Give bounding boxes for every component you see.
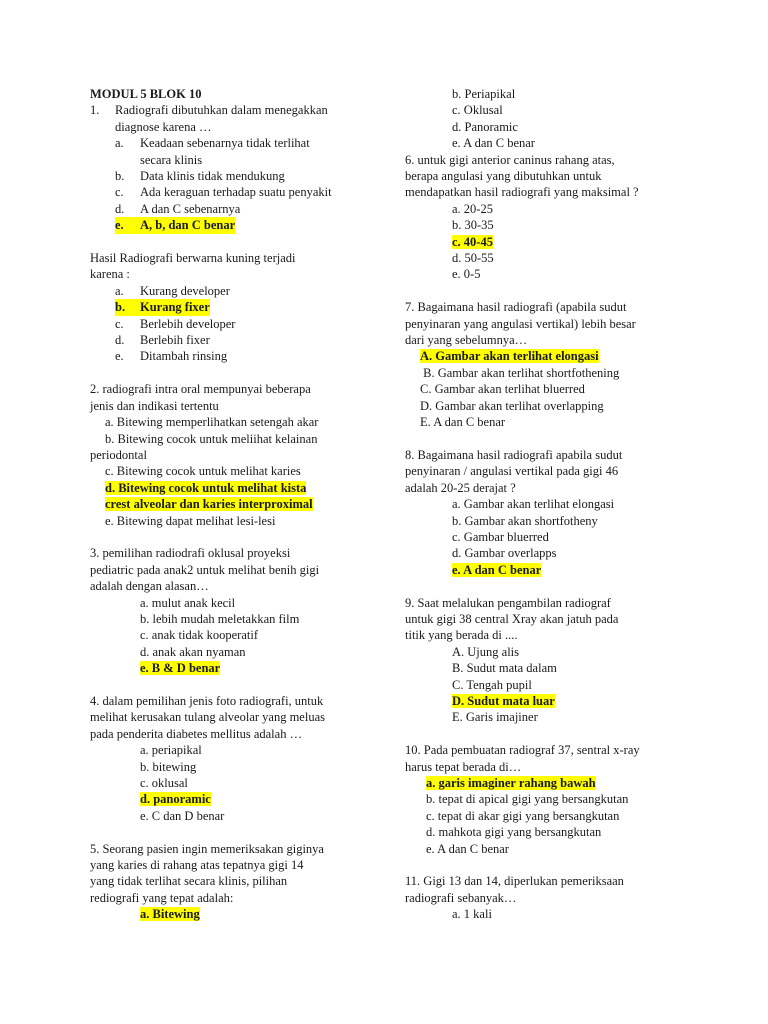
option-b: b. Gambar akan shortfotheny [452,513,598,528]
option-list [90,595,375,677]
option-e: e. 0-5 [452,267,481,282]
question-text: diagnose karena … [115,119,212,134]
question-text: mendapatkan hasil radiografi yang maksimal ? [405,185,639,200]
question-text: adalah dengan alasan… [90,579,209,594]
option-c: c. Oklusal [452,103,503,118]
option-text: Kurang fixer [140,300,210,315]
option-list [405,348,705,430]
option-list [405,496,705,578]
option-a: a. mulut anak kecil [140,595,236,610]
option-a: a. Bitewing memperlihatkan setengah akar [105,415,319,430]
option-d-correct [140,791,375,807]
option-list [405,201,705,283]
question-text: dari yang sebelumnya… [405,333,528,348]
option-b-cont: periodontal [90,447,147,462]
question-text: pediatric pada anak2 untuk melihat benih gigi [90,562,320,577]
option-d: d. Panoramic [452,119,518,134]
option-text: Ditambah rinsing [140,349,228,364]
option-b: b. 30-35 [452,218,494,233]
option-e-correct [115,217,375,233]
option-letter: c. [115,316,124,331]
question-1 [90,102,375,118]
option-c: c. tepat di akar gigi yang bersangkutan [426,808,620,823]
question-text: untuk gigi 38 central Xray akan jatuh pada [405,611,619,626]
option-d [115,201,375,217]
highlighted-answer: e. A dan C benar [452,562,542,577]
question-text: berapa angulasi yang dibutuhkan untuk [405,169,602,184]
highlighted-answer: d. panoramic [140,792,211,807]
highlighted-answer: crest alveolar dan karies interproximal [105,497,313,512]
question-text: 2. radiografi intra oral mempunyai beberapa [90,382,311,397]
option-d: d. 50-55 [452,251,494,266]
option-b-correct [115,299,375,315]
highlighted-answer: D. Sudut mata luar [452,693,555,708]
option-letter: c. [115,185,124,200]
question-text: Radiografi dibutuhkan dalam menegakkan [115,103,328,118]
question-text: titik yang berada di .... [405,628,518,643]
option-list [405,644,705,726]
option-a: a. periapikal [140,743,202,758]
highlighted-answer: A. Gambar akan terlihat elongasi [420,349,599,364]
option-text: A dan C sebenarnya [140,201,241,216]
question-text: melihat kerusakan tulang alveolar yang meluas [90,710,325,725]
option-d-correct [105,480,375,496]
option-list [405,906,705,922]
option-d-correct [452,693,705,709]
option-list [90,742,375,824]
option-c [115,184,375,200]
option-b: B. Gambar akan terlihat shortfothening [420,365,620,380]
question-text: jenis dan indikasi tertentu [90,398,219,413]
option-list [90,906,375,922]
option-letter: e. [115,349,124,364]
option-d: d. Gambar overlapps [452,546,557,561]
question-text: 7. Bagaimana hasil radiografi (apabila sudut [405,300,627,315]
question-text: Hasil Radiografi berwarna kuning terjadi [90,251,296,266]
option-d: d. mahkota gigi yang bersangkutan [426,825,602,840]
option-d: D. Gambar akan terlihat overlapping [420,398,604,413]
option-letter: b. [115,300,126,315]
option-e: e. A dan C benar [426,841,509,856]
option-c: c. Bitewing cocok untuk melihat karies [105,464,301,479]
right-column [405,86,705,923]
question-text: adalah 20-25 derajat ? [405,480,516,495]
option-letter: d. [115,201,125,216]
option-d-cont [105,496,375,512]
option-b: b. tepat di apical gigi yang bersangkutan [426,792,629,807]
option-a: a. Gambar akan terlihat elongasi [452,497,615,512]
option-e-correct [452,562,705,578]
highlighted-answer: d. Bitewing cocok untuk melihat kista [105,480,307,495]
option-e-correct [140,660,375,676]
option-text: Data klinis tidak mendukung [140,169,285,184]
option-b: b. bitewing [140,759,197,774]
option-text: A, b, dan C benar [140,218,236,233]
option-d [115,332,375,348]
option-b: B. Sudut mata dalam [452,661,557,676]
option-list [90,135,375,233]
option-a-cont [115,152,375,168]
option-c-correct [452,234,705,250]
question-text: 6. untuk gigi anterior caninus rahang atas, [405,152,615,167]
option-e: e. A dan C benar [452,136,535,151]
question-text: pada penderita diabetes mellitus adalah … [90,726,303,741]
option-e: E. Garis imajiner [452,710,538,725]
highlighted-answer: a. Bitewing [140,907,200,922]
option-c: c. oklusal [140,776,188,790]
question-text: 11. Gigi 13 dan 14, diperlukan pemeriksaan [405,874,624,889]
question-text: karena : [90,267,130,282]
option-a [115,135,375,151]
highlighted-answer: e. B & D benar [140,661,221,676]
question-text: harus tepat berada di… [405,759,522,774]
option-c [115,316,375,332]
option-letter: d. [115,333,125,348]
option-letter: a. [115,283,124,298]
question-text: 5. Seorang pasien ingin memeriksakan giginya [90,841,324,856]
option-a-correct [420,348,705,364]
option-letter: e. [115,218,124,233]
question-text: yang karies di rahang atas tepatnya gigi 14 [90,858,304,873]
option-b [115,168,375,184]
option-c: C. Tengah pupil [452,677,532,692]
option-text: secara klinis [140,152,203,167]
option-letter [115,152,140,168]
option-list [90,283,375,365]
option-text: Kurang developer [140,283,230,298]
question-text: 8. Bagaimana hasil radiografi apabila sudut [405,447,623,462]
option-e: e. C dan D benar [140,808,225,823]
page-title: MODUL 5 BLOK 10 [90,87,202,101]
option-a [115,283,375,299]
question-text: rediografi yang tepat adalah: [90,890,234,905]
option-text: Berlebih developer [140,316,236,331]
option-a-correct [140,906,375,922]
option-text: Ada keraguan terhadap suatu penyakit [140,185,332,200]
option-d: d. anak akan nyaman [140,644,246,659]
option-a: a. 20-25 [452,201,493,216]
question-text: 4. dalam pemilihan jenis foto radiografi, untuk [90,693,324,708]
option-a: A. Ujung alis [452,644,520,659]
question-text: radiografi sebanyak… [405,890,517,905]
option-a-correct [426,775,705,791]
option-list [405,86,705,152]
option-text: Keadaan sebenarnya tidak terlihat [140,136,310,151]
highlighted-answer: c. 40-45 [452,234,493,249]
option-c: C. Gambar akan terlihat bluerred [420,382,585,397]
option-e: E. A dan C benar [420,415,506,430]
option-c: c. Gambar bluerred [452,529,549,544]
question-text: penyinaran / angulasi vertikal pada gigi 46 [405,464,619,479]
option-b: b. Bitewing cocok untuk meliihat kelainan [105,431,318,446]
option-b: b. Periapikal [452,87,516,101]
question-text: 10. Pada pembuatan radiograf 37, sentral x-ray [405,743,640,758]
option-c: c. anak tidak kooperatif [140,628,259,643]
question-number: 1. [90,103,100,118]
highlighted-answer: a. garis imaginer rahang bawah [426,776,596,790]
question-text: penyinaran yang angulasi vertikal) lebih besar [405,316,636,331]
left-column [90,86,375,923]
option-list [90,414,375,529]
option-a: a. 1 kali [452,907,492,922]
question-text: 3. pemilihan radiodrafi oklusal proyeksi [90,546,291,561]
option-letter: a. [115,136,124,151]
option-e: e. Bitewing dapat melihat lesi-lesi [105,513,276,528]
option-list [405,775,705,857]
option-e [115,348,375,364]
option-letter: b. [115,169,125,184]
option-text: Berlebih fixer [140,333,210,348]
option-b: b. lebih mudah meletakkan film [140,611,300,626]
question-text: 9. Saat melalukan pengambilan radiograf [405,595,611,610]
question-text: yang tidak terlihat secara klinis, pilihan [90,874,288,889]
